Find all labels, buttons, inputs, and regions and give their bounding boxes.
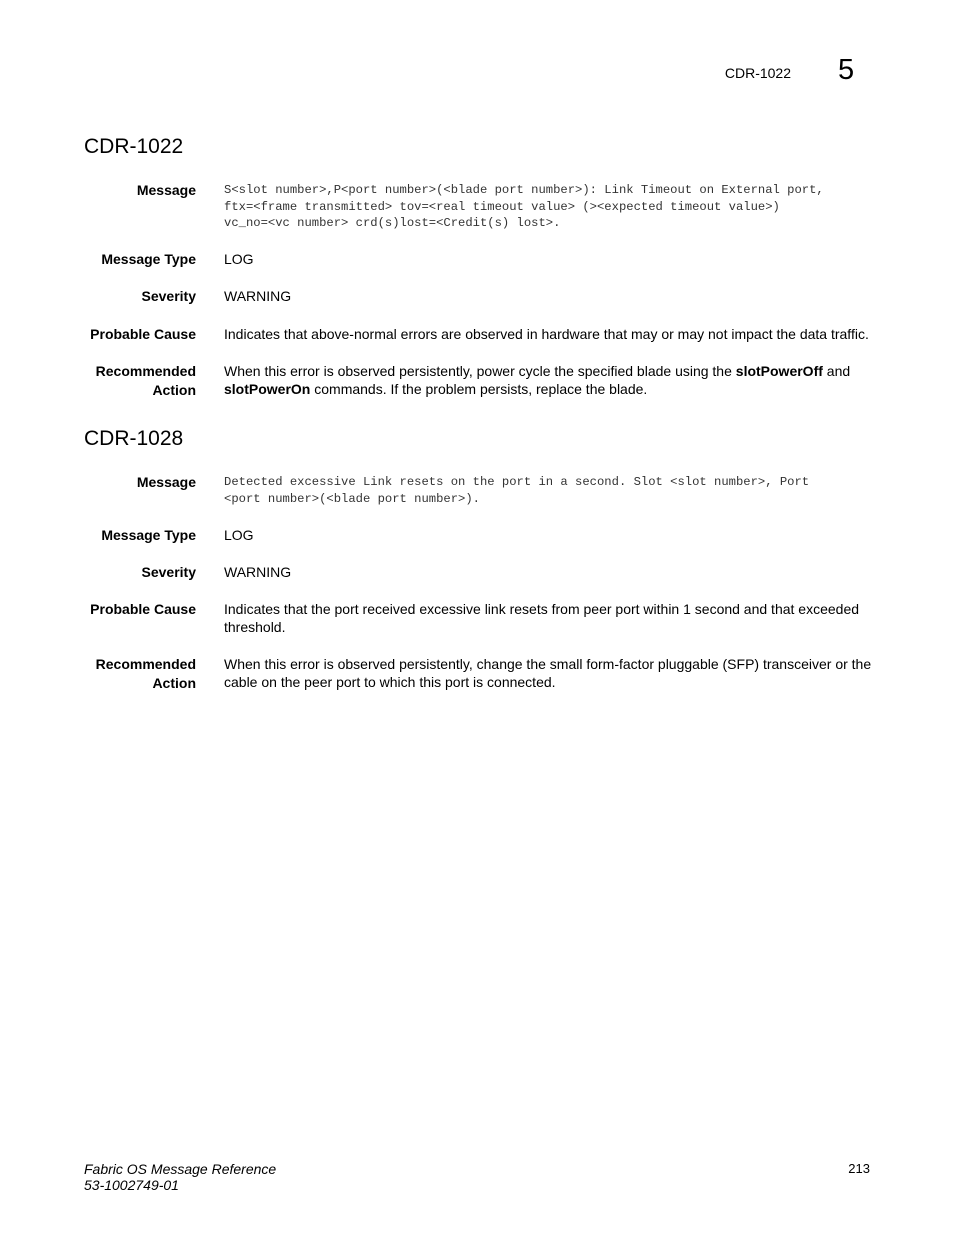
message-text bbox=[224, 474, 872, 507]
message-line: vc_no=<vc number> crd(s)lost=<Credit(s) lost>. bbox=[224, 216, 561, 230]
running-title: CDR-1022 bbox=[724, 65, 791, 81]
doc-number: 53-1002749-01 bbox=[84, 1177, 179, 1193]
severity-value: WARNING bbox=[224, 564, 292, 580]
page-footer bbox=[84, 1161, 872, 1193]
command-slotpoweroff: slotPowerOff bbox=[735, 363, 823, 379]
recommended-action-value: When this error is observed persistently, power cycle the specified blade using the slotPowerOff and slotPowerOn commands. If the problem persists, replace the blade. bbox=[224, 363, 851, 397]
severity-label: Severity bbox=[141, 564, 196, 580]
message-text bbox=[224, 182, 872, 232]
message-type-label: Message Type bbox=[101, 527, 196, 543]
message-line: Detected excessive Link resets on the port in a second. Slot <slot number>, Port bbox=[224, 475, 810, 489]
message-label: Message bbox=[136, 474, 196, 490]
message-line: ftx=<frame transmitted> tov=<real timeout value> (><expected timeout value>) bbox=[224, 199, 780, 214]
probable-cause-label: Probable Cause bbox=[90, 326, 196, 342]
message-line: <port number>(<blade port number>). bbox=[224, 491, 480, 506]
severity-label: Severity bbox=[141, 288, 196, 304]
probable-cause-label: Probable Cause bbox=[90, 601, 196, 617]
probable-cause-value: Indicates that the port received excessive link resets from peer port within 1 second and that exceeded threshold. bbox=[224, 601, 860, 635]
message-label: Message bbox=[136, 182, 196, 198]
doc-title: Fabric OS Message Reference bbox=[84, 1161, 277, 1177]
message-line: S<slot number>,P<port number>(<blade port number>): Link Timeout on External port, bbox=[224, 183, 824, 197]
message-type-value: LOG bbox=[224, 527, 254, 543]
recommended-action-label: Recommended Action bbox=[95, 363, 196, 398]
entry-title: CDR-1022 bbox=[84, 135, 184, 158]
recommended-action-label: Recommended Action bbox=[95, 656, 196, 691]
severity-value: WARNING bbox=[224, 288, 292, 304]
page-number: 213 bbox=[848, 1161, 870, 1176]
chapter-number: 5 bbox=[838, 54, 855, 86]
running-header bbox=[0, 0, 954, 100]
probable-cause-value: Indicates that above-normal errors are observed in hardware that may or may not impact the data traffic. bbox=[224, 326, 869, 342]
message-type-label: Message Type bbox=[101, 251, 196, 267]
command-slotpoweron: slotPowerOn bbox=[224, 381, 311, 397]
message-type-value: LOG bbox=[224, 251, 254, 267]
recommended-action-value: When this error is observed persistently, change the small form-factor pluggable (SFP) transceiver or the cable on the peer port to which this port is connected. bbox=[224, 656, 872, 690]
entry-title: CDR-1028 bbox=[84, 427, 184, 450]
